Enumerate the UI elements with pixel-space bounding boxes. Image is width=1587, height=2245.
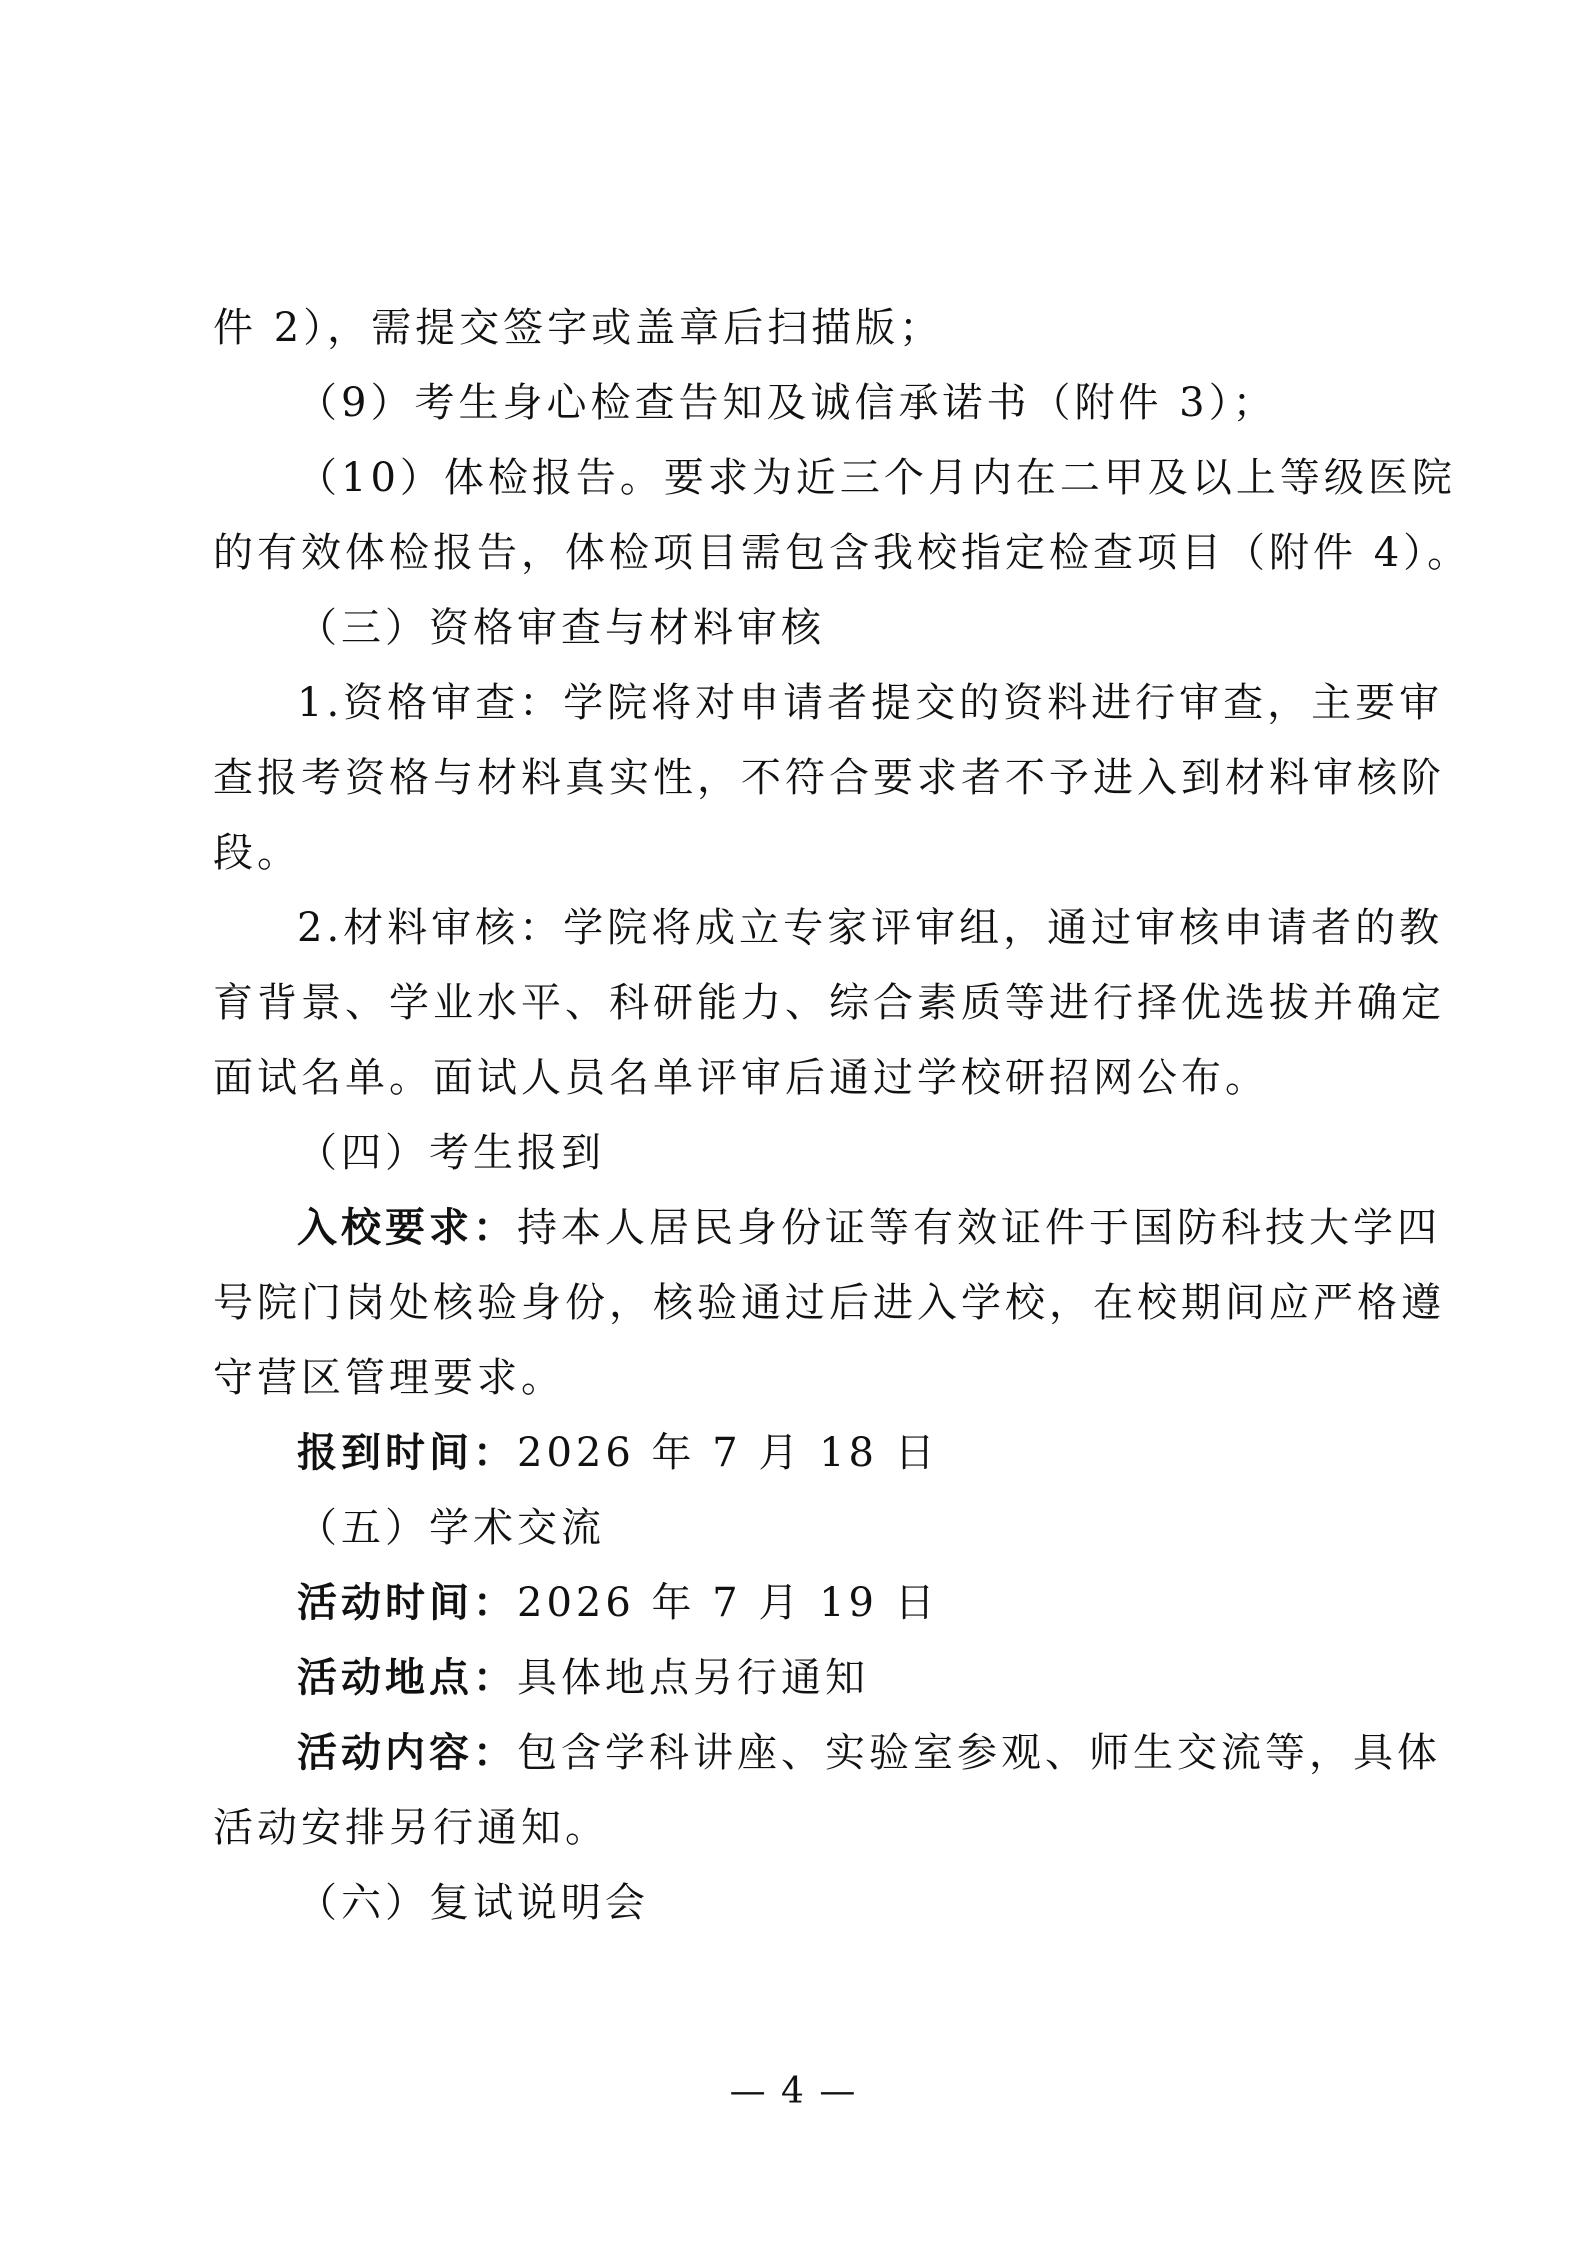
line-text: 段。 [213, 830, 301, 876]
field-label: 活动地点： [297, 1654, 517, 1701]
heading-text: （五）学术交流 [297, 1505, 605, 1551]
heading-text: （四）考生报到 [297, 1130, 605, 1176]
field-label: 活动时间： [297, 1579, 517, 1626]
paragraph-line [297, 453, 1456, 503]
paragraph-line [297, 1428, 1393, 1478]
line-text: 2026 年 7 月 18 日 [517, 1430, 939, 1476]
paragraph-line [213, 303, 1393, 353]
line-text: 活动安排另行通知。 [213, 1805, 609, 1851]
paragraph-line [213, 753, 1445, 803]
line-text: 查报考资格与材料真实性，不符合要求者不予进入到材料审核阶 [213, 755, 1445, 801]
paragraph-line [297, 378, 1393, 428]
paragraph-line [213, 978, 1445, 1028]
paragraph-line [297, 1203, 1441, 1253]
paragraph-line [213, 1353, 1393, 1403]
paragraph-line [297, 1728, 1441, 1778]
section-heading [297, 1878, 1477, 1928]
paragraph-line [297, 1578, 1393, 1628]
line-text: 具体地点另行通知 [517, 1655, 869, 1701]
section-heading [297, 1128, 1477, 1178]
heading-text: （三）资格审查与材料审核 [297, 605, 825, 651]
paragraph-line [297, 678, 1444, 728]
line-text: 号院门岗处核验身份，核验通过后进入学校，在校期间应严格遵 [213, 1280, 1445, 1326]
paragraph-line [213, 1803, 1393, 1853]
line-text: 育背景、学业水平、科研能力、综合素质等进行择优选拔并确定 [213, 980, 1445, 1026]
field-label: 报到时间： [297, 1429, 517, 1476]
field-label: 活动内容： [297, 1729, 517, 1776]
line-text: 面试名单。面试人员名单评审后通过学校研招网公布。 [213, 1055, 1269, 1101]
line-text: （10）体检报告。要求为近三个月内在二甲及以上等级医院 [297, 455, 1456, 501]
line-text: 2.材料审核：学院将成立专家评审组，通过审核申请者的教 [297, 905, 1444, 951]
paragraph-line [213, 1053, 1393, 1103]
paragraph-line [213, 528, 1472, 578]
heading-text: （六）复试说明会 [297, 1880, 649, 1926]
paragraph-line [213, 1278, 1445, 1328]
line-text: 1.资格审查：学院将对申请者提交的资料进行审查，主要审 [297, 680, 1444, 726]
line-text: 守营区管理要求。 [213, 1355, 565, 1401]
line-text: 的有效体检报告，体检项目需包含我校指定检查项目（附件 4）。 [213, 530, 1472, 576]
field-label: 入校要求： [297, 1204, 517, 1251]
paragraph-line [297, 1653, 1393, 1703]
paragraph-line [297, 903, 1444, 953]
paragraph-line [213, 828, 1393, 878]
page-number: — 4 — [729, 2071, 858, 2112]
line-text: 2026 年 7 月 19 日 [517, 1580, 939, 1626]
section-heading [297, 603, 1477, 653]
line-text: 包含学科讲座、实验室参观、师生交流等，具体 [517, 1730, 1441, 1776]
line-text: （9）考生身心检查告知及诚信承诺书（附件 3）； [297, 380, 1277, 426]
line-text: 持本人居民身份证等有效证件于国防科技大学四 [517, 1205, 1441, 1251]
line-text: 件 2），需提交签字或盖章后扫描版； [213, 305, 944, 351]
section-heading [297, 1503, 1477, 1553]
